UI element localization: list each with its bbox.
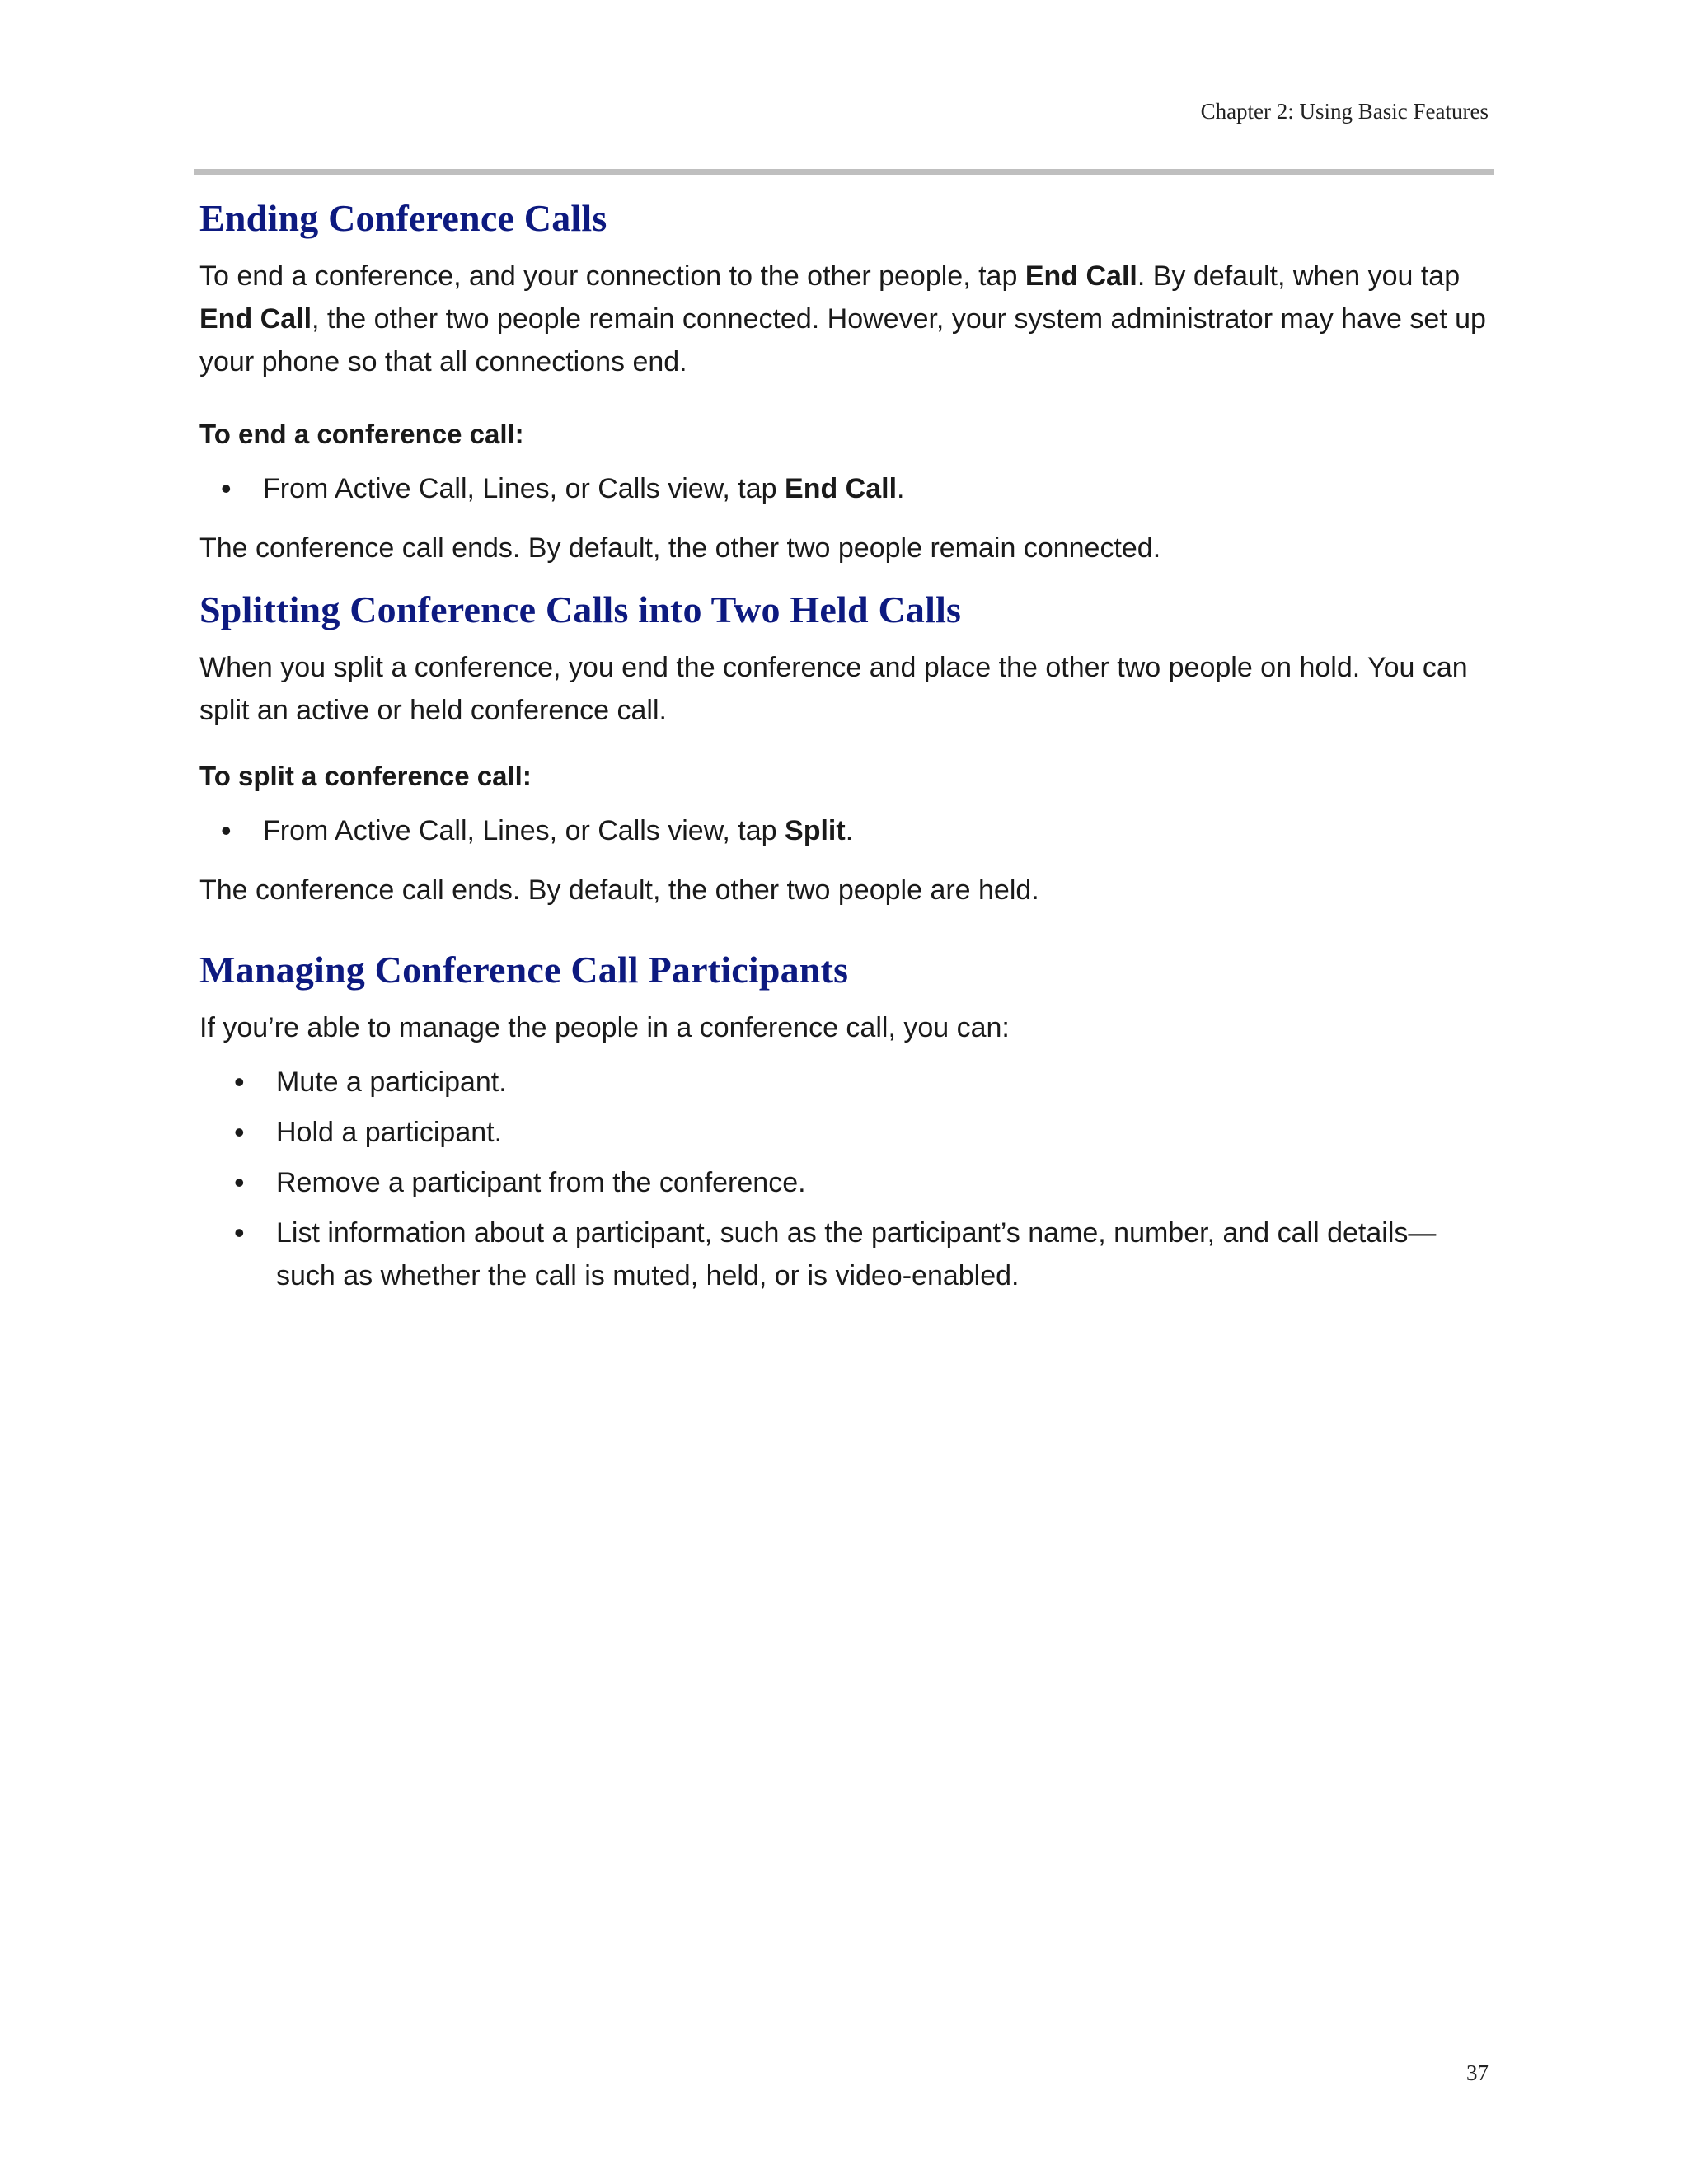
running-header: Chapter 2: Using Basic Features <box>1200 99 1489 124</box>
procedure-steps-end <box>199 467 1493 510</box>
ui-term-end-call: End Call <box>785 473 898 504</box>
managing-options-list <box>199 1061 1493 1297</box>
bullet-icon: • <box>234 1065 245 1099</box>
bullet-icon: • <box>234 1115 245 1149</box>
text-run: . By default, when you tap <box>1137 260 1461 292</box>
list-item <box>199 1061 1493 1104</box>
list-item-text: Hold a participant. <box>276 1117 503 1148</box>
ending-result: The conference call ends. By default, the other two people remain connected. <box>199 532 1161 564</box>
list-item <box>199 809 1493 852</box>
page-number: 37 <box>1466 2060 1489 2085</box>
text-run: From Active Call, Lines, or Calls view, tap <box>263 815 785 846</box>
managing-intro-paragraph: If you’re able to manage the people in a conference call, you can: <box>199 1012 1010 1043</box>
bullet-icon: • <box>234 1165 245 1199</box>
ending-intro-paragraph <box>199 255 1493 383</box>
list-item-text: Mute a participant. <box>276 1066 507 1098</box>
ui-term-end-call: End Call <box>1025 260 1137 292</box>
bullet-icon: • <box>234 1216 245 1249</box>
ui-term-split: Split <box>785 815 846 846</box>
page-content <box>199 196 1493 1297</box>
procedure-heading-split: To split a conference call: <box>199 761 532 791</box>
list-item-text: List information about a participant, such as the participant’s name, number, and call details—such as whether the call is muted, held, or is video-enabled. <box>276 1217 1437 1291</box>
section-title-ending: Ending Conference Calls <box>199 197 607 239</box>
list-item <box>199 1212 1493 1297</box>
procedure-steps-split <box>199 809 1493 852</box>
text-run: . <box>897 473 905 504</box>
procedure-heading-end: To end a conference call: <box>199 419 524 449</box>
splitting-result: The conference call ends. By default, the other two people are held. <box>199 874 1039 906</box>
list-item <box>199 1161 1493 1204</box>
bullet-icon: • <box>221 813 232 847</box>
text-run: , the other two people remain connected. However, your system administrator may have set up your phone so that all connections end. <box>199 303 1486 377</box>
list-item <box>199 467 1493 510</box>
section-title-managing: Managing Conference Call Participants <box>199 949 849 991</box>
text-run: . <box>845 815 854 846</box>
bullet-icon: • <box>221 471 232 505</box>
section-title-splitting: Splitting Conference Calls into Two Held Calls <box>199 588 962 630</box>
splitting-intro-paragraph: When you split a conference, you end the conference and place the other two people on hold. You can split an active or held conference call. <box>199 652 1468 726</box>
list-item <box>199 1111 1493 1154</box>
header-rule <box>194 169 1494 175</box>
text-run: To end a conference, and your connection to the other people, tap <box>199 260 1025 292</box>
list-item-text: Remove a participant from the conference. <box>276 1167 806 1198</box>
ui-term-end-call: End Call <box>199 303 312 335</box>
text-run: From Active Call, Lines, or Calls view, tap <box>263 473 785 504</box>
